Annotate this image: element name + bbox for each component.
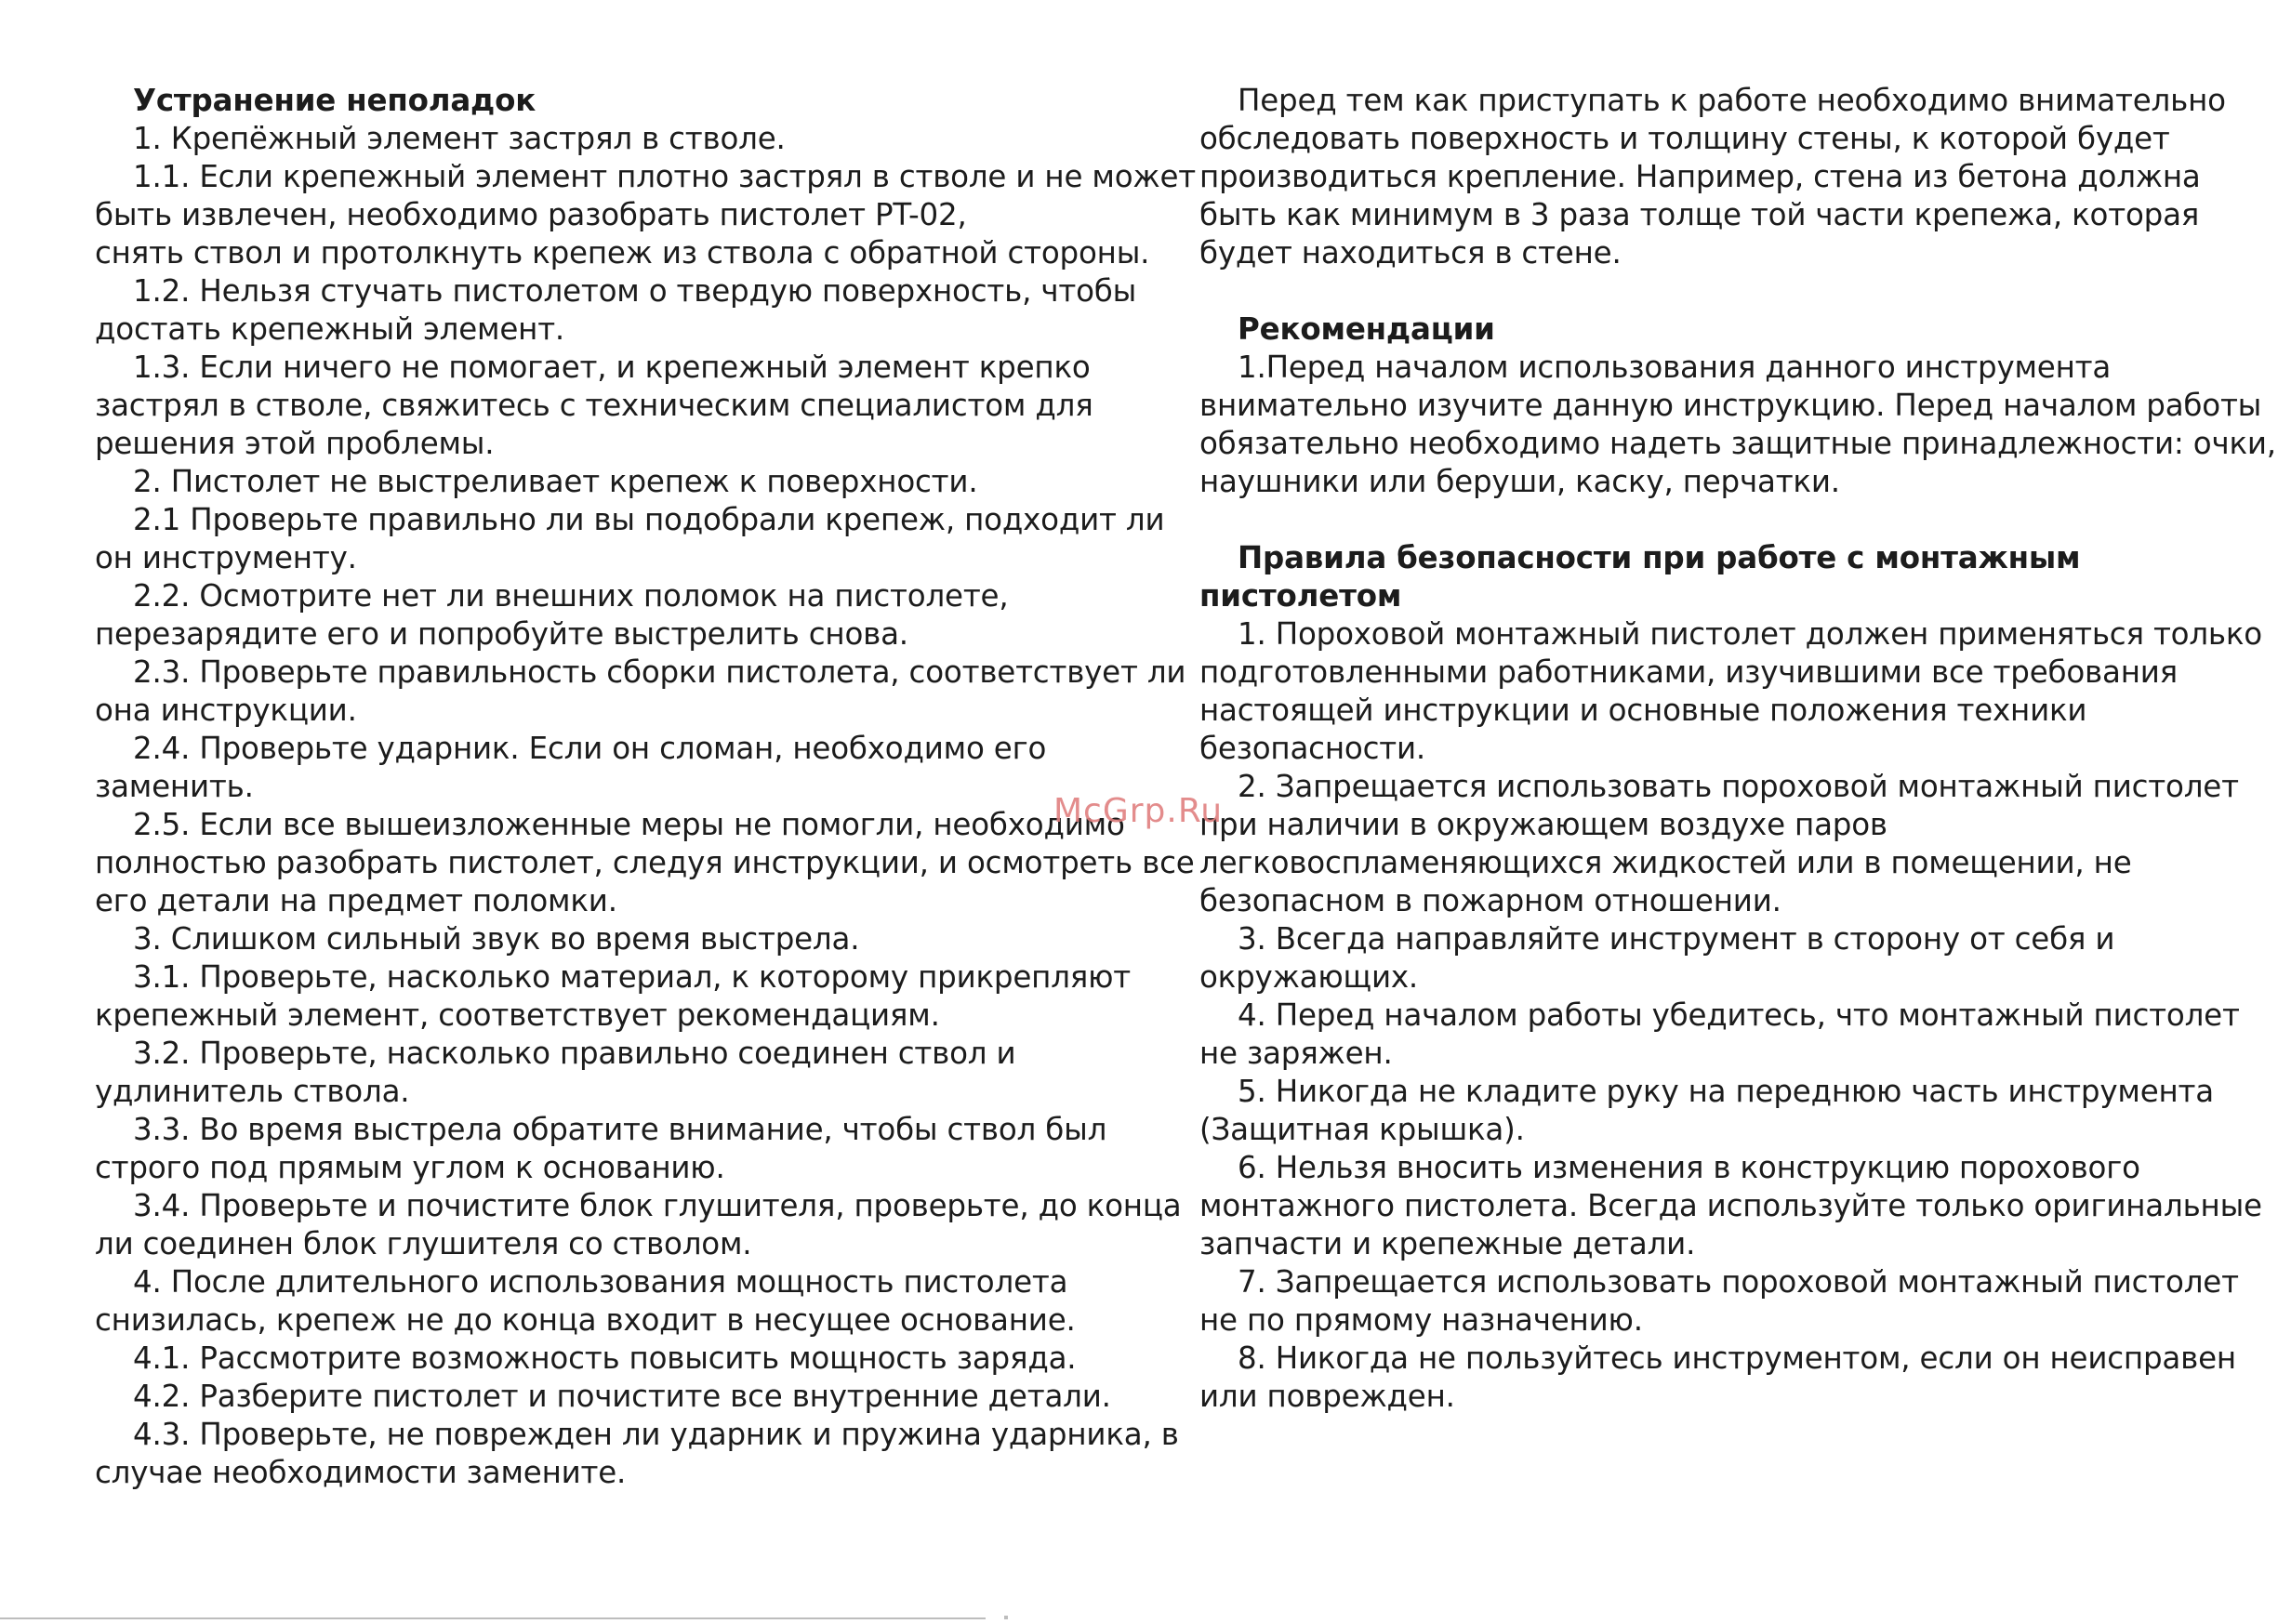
text-line: крепежный элемент, соответствует рекомендациям.	[95, 997, 940, 1033]
text-line: 3. Слишком сильный звук во время выстрела.	[133, 921, 860, 957]
text-line: подготовленными работниками, изучившими все требования	[1199, 654, 2179, 690]
recommendations-list	[1199, 349, 2276, 501]
text-line: 4. После длительного использования мощность пистолета	[133, 1264, 1068, 1300]
text-line: 4.1. Рассмотрите возможность повысить мощность заряда.	[133, 1340, 1077, 1376]
text-line: 3.1. Проверьте, насколько материал, к которому прикрепляют	[133, 959, 1132, 995]
safety-rules-list	[1199, 615, 2262, 1416]
text-line: 3. Всегда направляйте инструмент в сторону от себя и	[1238, 921, 2115, 957]
text-line: производиться крепление. Например, стена из бетона должна	[1199, 159, 2201, 194]
text-line: она инструкции.	[95, 693, 357, 728]
text-line: 2. Пистолет не выстреливает крепеж к поверхности.	[133, 464, 978, 499]
text-line: 2.2. Осмотрите нет ли внешних поломок на пистолете,	[133, 578, 1009, 614]
text-line: 1.2. Нельзя стучать пистолетом о твердую поверхность, чтобы	[133, 273, 1137, 309]
text-line: 3.4. Проверьте и почистите блок глушителя, проверьте, до конца	[133, 1188, 1182, 1223]
text-line: запчасти и крепежные детали.	[1199, 1226, 1696, 1261]
text-line: 4.3. Проверьте, не поврежден ли ударник и пружина ударника, в	[133, 1417, 1179, 1452]
text-line: внимательно изучите данную инструкцию. Перед началом работы	[1199, 388, 2262, 423]
text-line: 2. Запрещается использовать пороховой монтажный пистолет	[1238, 769, 2239, 804]
text-line: 4. Перед началом работы убедитесь, что монтажный пистолет	[1238, 997, 2240, 1033]
text-line: настоящей инструкции и основные положения техники	[1199, 693, 2087, 728]
text-line: (Защитная крышка).	[1199, 1112, 1525, 1147]
text-line: удлинитель ствола.	[95, 1074, 410, 1109]
text-line: застрял в стволе, свяжитесь с техническим специалистом для	[95, 388, 1093, 423]
text-line: окружающих.	[1199, 959, 1419, 995]
text-line: 1. Крепёжный элемент застрял в стволе.	[133, 121, 786, 156]
text-line: 2.5. Если все вышеизложенные меры не помогли, необходимо	[133, 807, 1125, 842]
text-line: 2.1 Проверьте правильно ли вы подобрали крепеж, подходит ли	[133, 502, 1165, 537]
text-line: быть извлечен, необходимо разобрать пистолет PT-02,	[95, 197, 967, 232]
text-line: снять ствол и протолкнуть крепеж из ствола с обратной стороны.	[95, 235, 1150, 271]
text-line: наушники или беруши, каску, перчатки.	[1199, 464, 1840, 499]
text-line: 1.1. Если крепежный элемент плотно застрял в стволе и не может	[133, 159, 1196, 194]
text-line: 2.3. Проверьте правильность сборки пистолета, соответствует ли	[133, 654, 1186, 690]
text-line: безопасности.	[1199, 731, 1426, 766]
text-line: 1. Пороховой монтажный пистолет должен применяться только	[1238, 616, 2262, 652]
text-line: 1.3. Если ничего не помогает, и крепежный элемент крепко	[133, 350, 1091, 385]
text-line: достать крепежный элемент.	[95, 311, 565, 347]
troubleshooting-heading: Устранение неполадок	[133, 83, 536, 118]
text-line: монтажного пистолета. Всегда используйте только оригинальные	[1199, 1188, 2262, 1223]
text-line: 5. Никогда не кладите руку на переднюю часть инструмента	[1238, 1074, 2214, 1109]
text-line: не по прямому назначению.	[1199, 1302, 1643, 1338]
safety-heading-line-1: Правила безопасности при работе с монтажным	[1238, 540, 2081, 575]
text-line: решения этой проблемы.	[95, 426, 495, 461]
text-line: ли соединен блок глушителя со стволом.	[95, 1226, 752, 1261]
text-line: обязательно необходимо надеть защитные принадлежности: очки,	[1199, 426, 2276, 461]
text-line: не заряжен.	[1199, 1036, 1393, 1071]
text-line: случае необходимости замените.	[95, 1455, 627, 1490]
text-line: 3.2. Проверьте, насколько правильно соединен ствол и	[133, 1036, 1016, 1071]
intro-paragraph	[1199, 82, 2232, 272]
spacer	[1199, 501, 2232, 539]
text-line: 8. Никогда не пользуйтесь инструментом, если он неисправен	[1238, 1340, 2236, 1376]
text-line: легковоспламеняющихся жидкостей или в помещении, не	[1199, 845, 2132, 880]
text-line: перезарядите его и попробуйте выстрелить снова.	[95, 616, 908, 652]
text-line: при наличии в окружающем воздухе паров	[1199, 807, 1887, 842]
right-column	[1199, 82, 2276, 1416]
watermark: McGrp.Ru	[1053, 792, 1224, 830]
text-line: полностью разобрать пистолет, следуя инструкции, и осмотреть все	[95, 845, 1195, 880]
bottom-mark	[1004, 1616, 1008, 1619]
text-line: будет находиться в стене.	[1199, 235, 1622, 271]
text-line: 7. Запрещается использовать пороховой монтажный пистолет	[1238, 1264, 2239, 1300]
text-line: заменить.	[95, 769, 254, 804]
text-line: безопасном в пожарном отношении.	[1199, 883, 1781, 918]
text-line: Перед тем как приступать к работе необходимо внимательно	[1238, 83, 2226, 118]
text-line: он инструменту.	[95, 540, 357, 575]
text-line: строго под прямым углом к основанию.	[95, 1150, 725, 1185]
spacer	[1199, 272, 2232, 310]
text-line: 3.3. Во время выстрела обратите внимание, чтобы ствол был	[133, 1112, 1107, 1147]
text-line: его детали на предмет поломки.	[95, 883, 617, 918]
text-line: быть как минимум в 3 раза толще той части крепежа, которая	[1199, 197, 2200, 232]
text-line: 2.4. Проверьте ударник. Если он сломан, необходимо его	[133, 731, 1047, 766]
text-line: 6. Нельзя вносить изменения в конструкцию порохового	[1238, 1150, 2140, 1185]
bottom-divider	[0, 1617, 986, 1619]
safety-heading-line-2: пистолетом	[1199, 578, 1402, 614]
text-line: обследовать поверхность и толщину стены, к которой будет	[1199, 121, 2170, 156]
text-line: 1.Перед началом использования данного инструмента	[1238, 350, 2112, 385]
text-line: снизилась, крепеж не до конца входит в несущее основание.	[95, 1302, 1076, 1338]
text-line: 4.2. Разберите пистолет и почистите все внутренние детали.	[133, 1379, 1111, 1414]
text-line: или поврежден.	[1199, 1379, 1455, 1414]
recommendations-heading: Рекомендации	[1238, 311, 1495, 347]
